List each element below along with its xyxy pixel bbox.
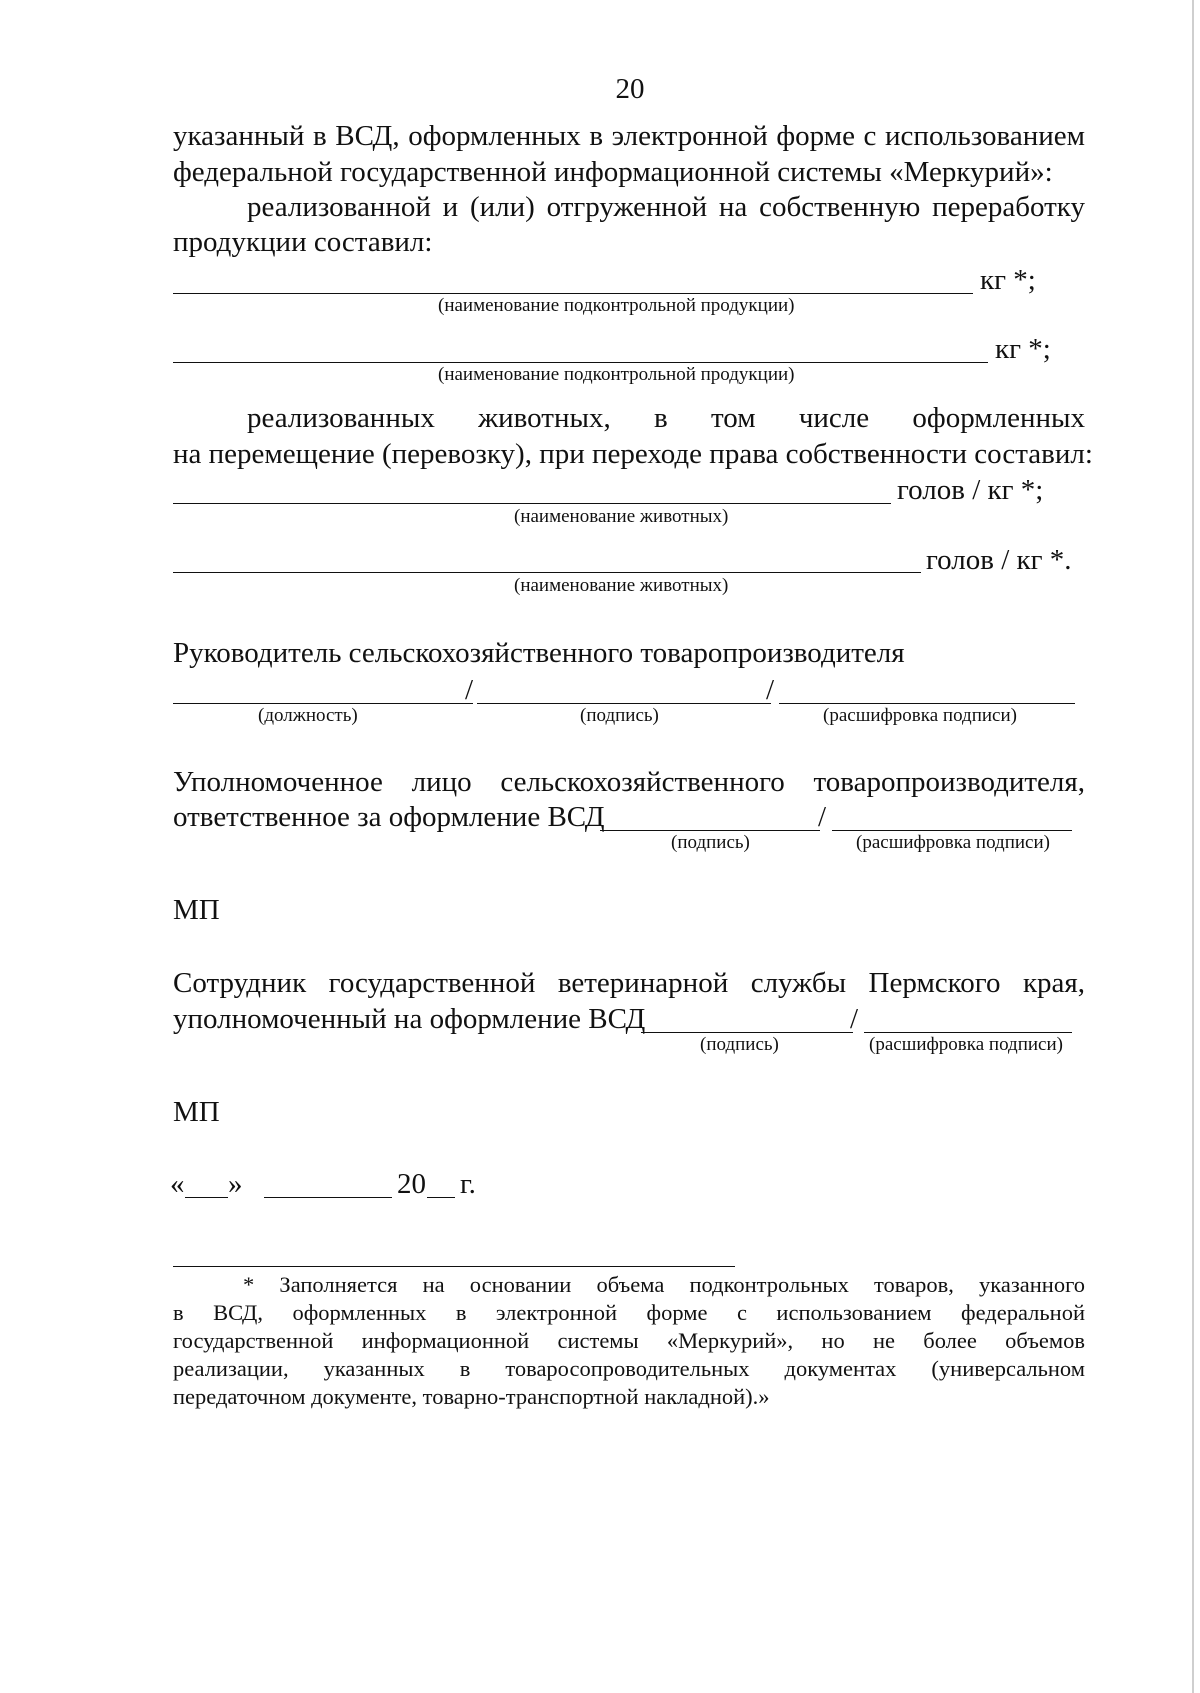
authorized-transcript-line[interactable]	[832, 830, 1072, 831]
vet-transcript-line[interactable]	[864, 1032, 1072, 1033]
authorized-signature-line[interactable]	[600, 830, 820, 831]
date-month-line[interactable]	[264, 1197, 392, 1198]
intro-line-4: продукции составил:	[173, 226, 433, 258]
head-slash-1: /	[465, 674, 474, 706]
animal-2-unit: голов / кг *.	[926, 544, 1072, 576]
head-signature-caption: (подпись)	[580, 705, 659, 726]
vet-transcript-caption: (расшифровка подписи)	[869, 1034, 1063, 1055]
head-signature-line[interactable]	[477, 703, 771, 704]
footnote-line-2: в ВСД, оформленных в электронной форме с использованием федеральной	[173, 1300, 1085, 1325]
date-year-suffix: г.	[460, 1168, 476, 1200]
vet-signature-line[interactable]	[641, 1032, 853, 1033]
product-2-caption: (наименование подконтрольной продукции)	[438, 364, 795, 385]
date-close-quote: »	[228, 1168, 243, 1200]
intro-line-1: указанный в ВСД, оформленных в электронной форме с использованием	[173, 120, 1085, 152]
footnote-line-4: реализации, указанных в товаросопроводительных документах (универсальном	[173, 1356, 1085, 1381]
product-2-name-line[interactable]	[173, 362, 988, 363]
stamp-1: МП	[173, 894, 220, 926]
date-open-quote: «	[170, 1168, 185, 1200]
animal-1-unit: голов / кг *;	[897, 474, 1044, 506]
authorized-signature-caption: (подпись)	[671, 832, 750, 853]
authorized-slash: /	[818, 801, 827, 833]
vet-signature-caption: (подпись)	[700, 1034, 779, 1055]
product-1-name-line[interactable]	[173, 293, 973, 294]
head-position-caption: (должность)	[258, 705, 358, 726]
authorized-line-2: ответственное за оформление ВСД	[173, 801, 605, 833]
date-day-line[interactable]	[185, 1197, 228, 1198]
product-1-caption: (наименование подконтрольной продукции)	[438, 295, 795, 316]
authorized-transcript-caption: (расшифровка подписи)	[856, 832, 1050, 853]
product-2-unit: кг *;	[995, 333, 1051, 365]
head-position-line[interactable]	[173, 703, 473, 704]
intro-line-3: реализованной и (или) отгруженной на собственную переработку	[247, 191, 1085, 223]
head-slash-2: /	[766, 674, 775, 706]
animal-2-name-line[interactable]	[173, 572, 921, 573]
page-number: 20	[615, 73, 645, 105]
authorized-line-1: Уполномоченное лицо сельскохозяйственного товаропроизводителя,	[173, 766, 1085, 798]
head-transcript-caption: (расшифровка подписи)	[823, 705, 1017, 726]
vet-slash: /	[850, 1003, 859, 1035]
vet-line-2: уполномоченный на оформление ВСД	[173, 1003, 646, 1035]
vet-line-1: Сотрудник государственной ветеринарной службы Пермского края,	[173, 967, 1085, 999]
footnote-line-3: государственной информационной системы «Меркурий», но не более объемов	[173, 1328, 1085, 1353]
stamp-2: МП	[173, 1096, 220, 1128]
animal-1-name-line[interactable]	[173, 503, 891, 504]
footnote-line-1: * Заполняется на основании объема подконтрольных товаров, указанного	[243, 1272, 1085, 1297]
head-transcript-line[interactable]	[779, 703, 1075, 704]
footnote-line-5: передаточном документе, товарно-транспортной накладной).»	[173, 1384, 770, 1409]
animals-intro-line-2: на перемещение (перевозку), при переходе права собственности составил:	[173, 438, 1093, 470]
date-year-prefix: 20	[397, 1168, 426, 1200]
animal-2-caption: (наименование животных)	[514, 575, 729, 596]
page-edge-divider	[1192, 0, 1194, 1693]
footnote-separator	[173, 1266, 735, 1267]
animal-1-caption: (наименование животных)	[514, 506, 729, 527]
product-1-unit: кг *;	[980, 264, 1036, 296]
intro-line-2: федеральной государственной информационной системы «Меркурий»:	[173, 156, 1053, 188]
date-year-line[interactable]	[427, 1197, 455, 1198]
animals-intro-line-1: реализованных животных, в том числе оформленных	[247, 402, 1085, 434]
head-title: Руководитель сельскохозяйственного товаропроизводителя	[173, 637, 905, 669]
